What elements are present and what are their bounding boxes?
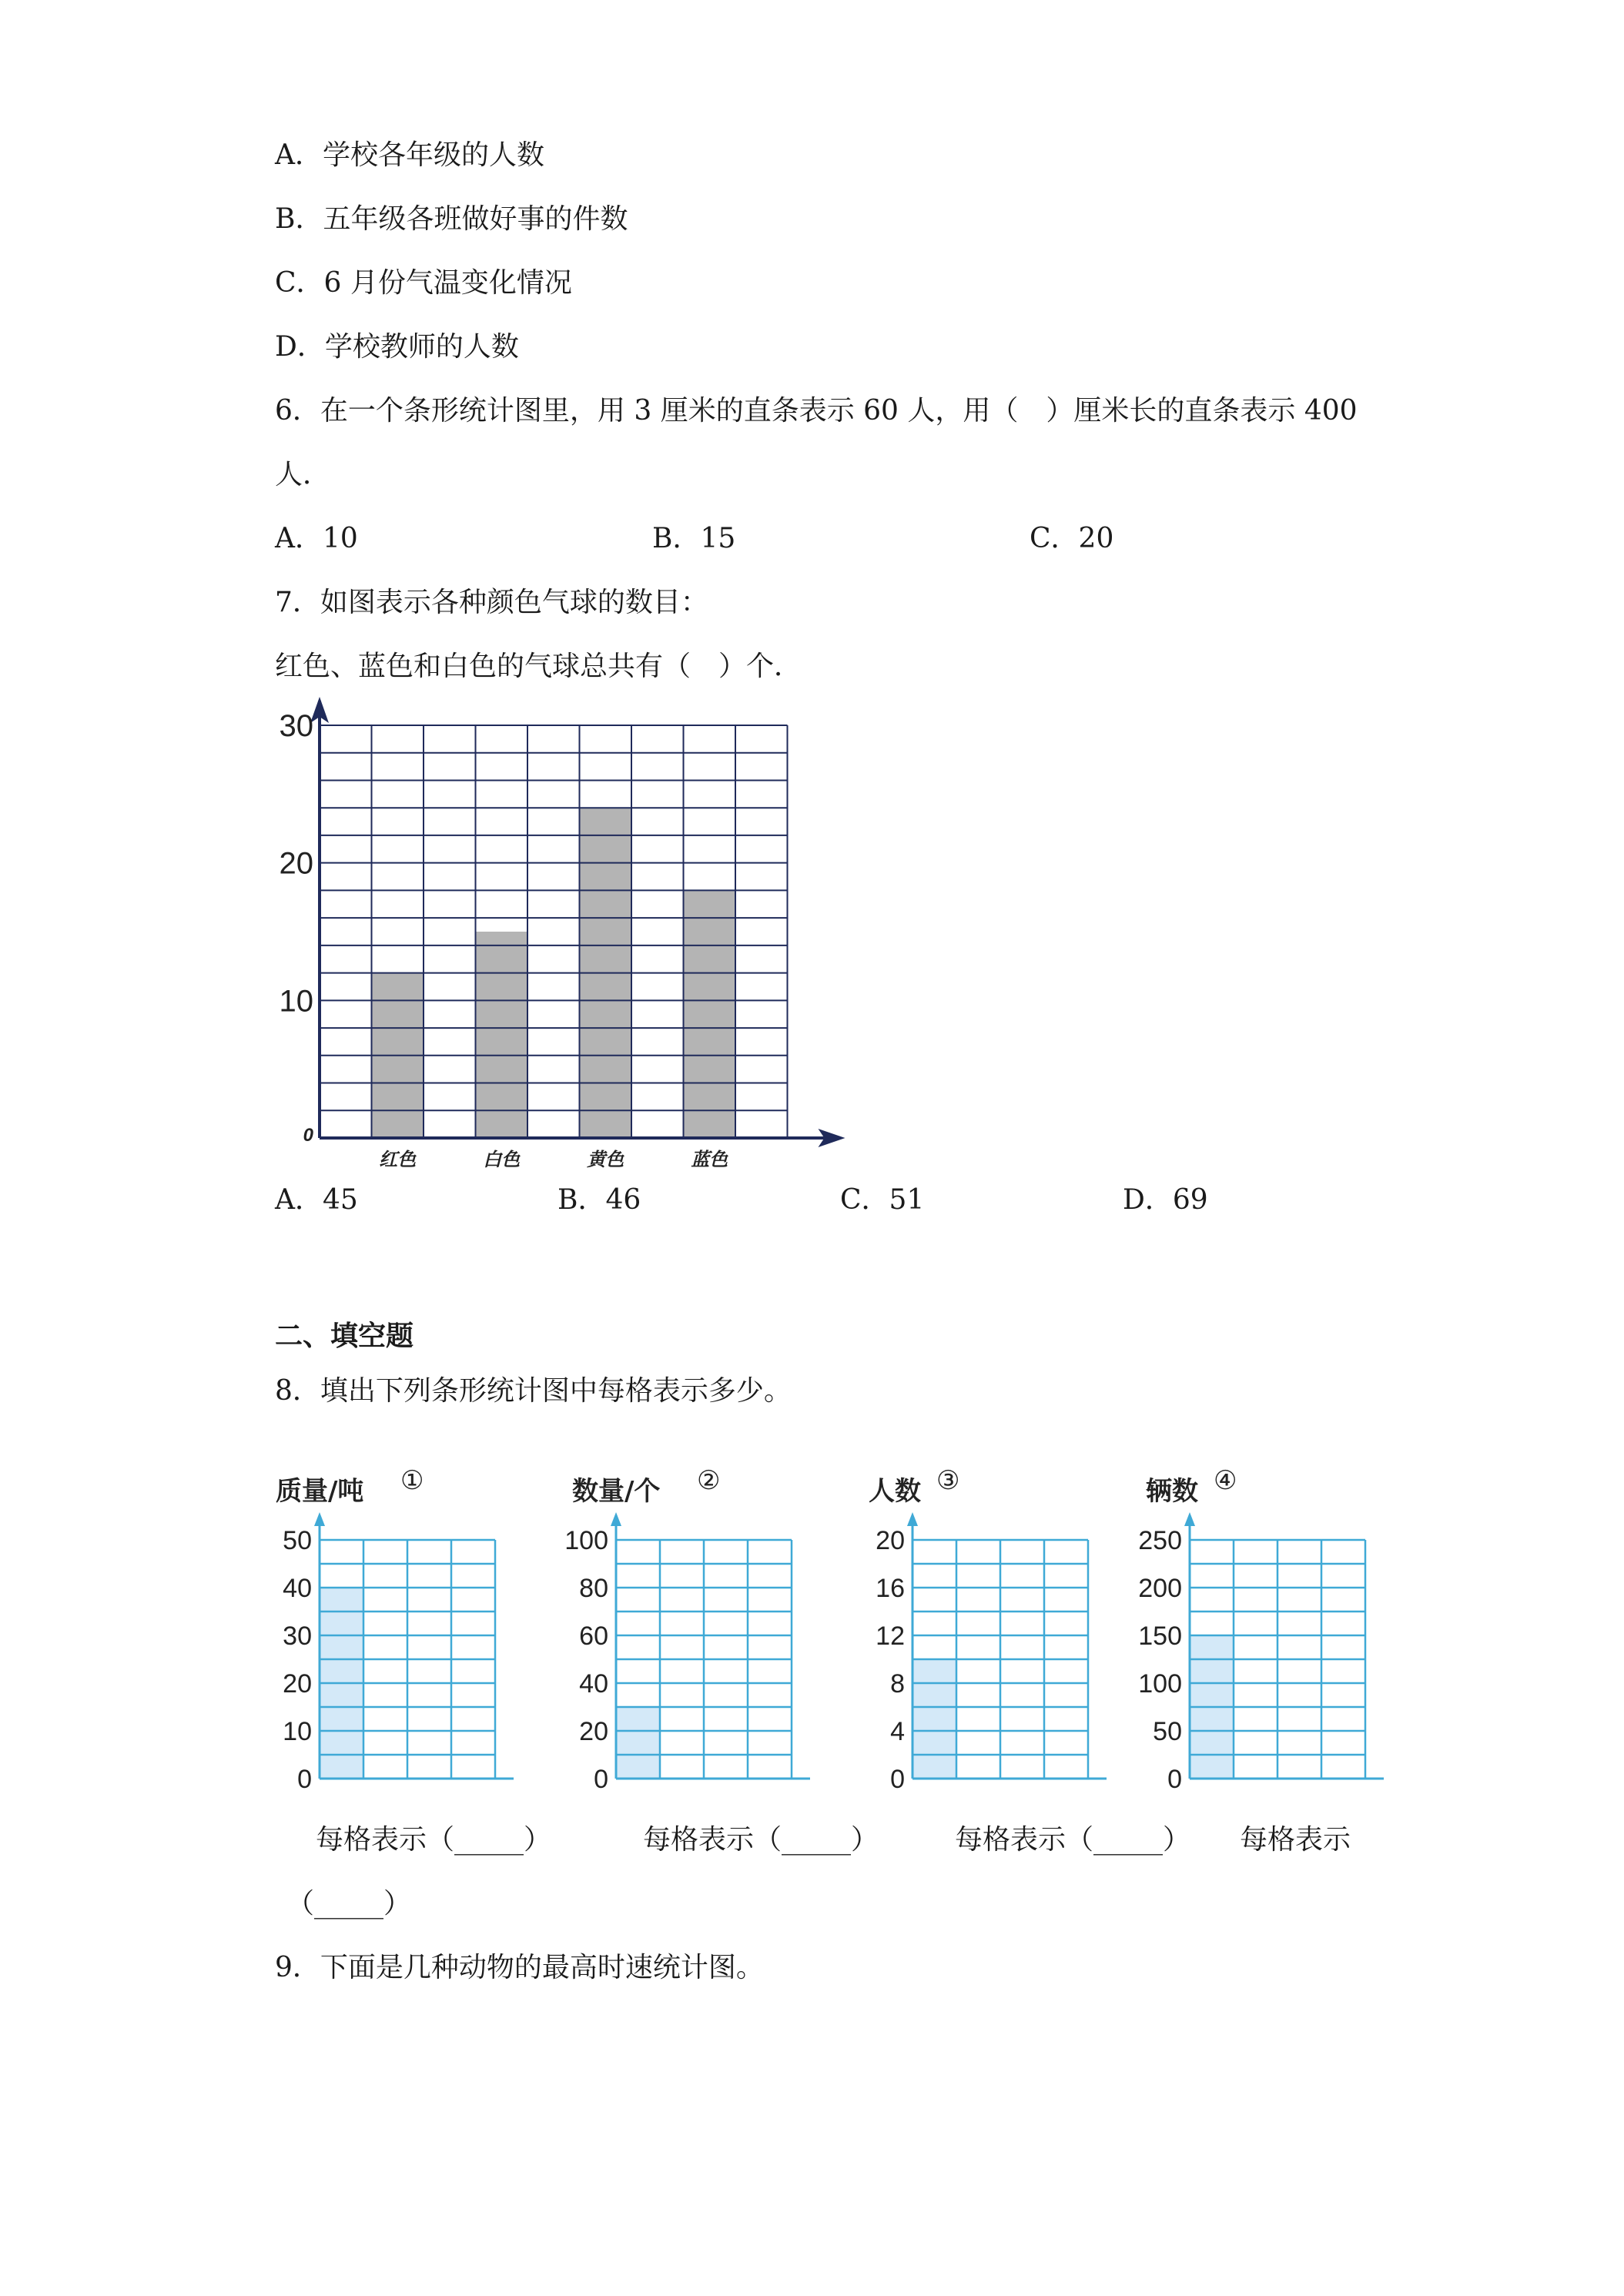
y-tick-label: 16 (876, 1574, 905, 1603)
y-tick-label: 8 (890, 1669, 905, 1699)
chart-axis-title: 辆数 (1146, 1476, 1198, 1507)
y-tick-label: 0 (297, 1765, 312, 1794)
q5-option-b (275, 202, 628, 236)
chart-axis-title: 人数 (869, 1476, 921, 1507)
y-tick-label: 10 (279, 984, 313, 1019)
y-tick-label: 250 (1138, 1526, 1182, 1555)
y-tick-label: 20 (283, 1669, 312, 1699)
chart-marker: ④ (1214, 1465, 1237, 1496)
q7-stem-line2: 红色、蓝色和白色的气球总共有（ ）个． (275, 651, 802, 682)
y-tick-label: 0 (890, 1765, 905, 1794)
y-tick-label: 50 (1153, 1717, 1182, 1746)
blank-4[interactable]: （_____） (286, 1888, 412, 1919)
x-tick-label: 红色 (379, 1148, 417, 1170)
y-tick-label: 0 (1167, 1765, 1182, 1794)
q9-stem: 9．下面是几种动物的最高时速统计图。 (275, 1952, 764, 1983)
q7-option-d: D．69 (1123, 1184, 1208, 1216)
q6-option-a: A．10 (275, 523, 358, 554)
chart-axis-title: 质量/吨 (276, 1476, 364, 1507)
q7-stem-line1: 7．如图表示各种颜色气球的数目： (275, 587, 708, 618)
q5-option-d (275, 330, 519, 364)
q5-option-c (275, 266, 572, 300)
q6-stem-line1: 6．在一个条形统计图里，用 3 厘米的直条表示 60 人，用（ ）厘米长的直条表示 400 (275, 395, 1358, 427)
small-chart-3 (862, 1463, 1117, 1802)
y-tick-label: 200 (1138, 1574, 1182, 1603)
blank-4-label: 每格表示 (1240, 1824, 1351, 1856)
option-text: 学校教师的人数 (324, 331, 519, 363)
y-tick-label: 20 (579, 1717, 608, 1746)
q7-option-c: C．51 (840, 1184, 925, 1216)
q7-option-b: B．46 (558, 1184, 641, 1216)
small-chart-2 (566, 1463, 820, 1802)
y-tick-label: 40 (283, 1574, 312, 1603)
y-tick-label: 40 (579, 1669, 608, 1699)
blank-2[interactable]: 每格表示（_____） (643, 1824, 879, 1856)
y-tick-label: 60 (579, 1622, 608, 1651)
x-tick-label: 白色 (483, 1148, 521, 1170)
section-heading: 二、填空题 (275, 1320, 414, 1352)
x-tick-label: 黄色 (587, 1148, 624, 1170)
y-axis-arrow (907, 1512, 918, 1526)
chart-axis-title: 数量/个 (572, 1476, 661, 1507)
bar (684, 890, 736, 1138)
q6-option-b: B．15 (652, 523, 736, 554)
q8-stem: 8．填出下列条形统计图中每格表示多少。 (275, 1375, 792, 1407)
y-tick-label: 12 (876, 1622, 905, 1651)
y-tick-label: 0 (303, 1125, 313, 1146)
y-tick-label: 20 (279, 846, 313, 881)
y-tick-label: 20 (876, 1526, 905, 1555)
option-letter: C． (275, 267, 324, 299)
y-tick-label: 50 (283, 1526, 312, 1555)
option-letter: D． (275, 331, 325, 363)
y-tick-label: 30 (279, 709, 313, 743)
y-tick-label: 0 (594, 1765, 608, 1794)
chart-marker: ① (400, 1465, 424, 1496)
x-tick-label: 蓝色 (691, 1148, 728, 1170)
y-tick-label: 80 (579, 1574, 608, 1603)
small-chart-1 (270, 1463, 524, 1802)
option-text: 6 月份气温变化情况 (323, 267, 572, 299)
q5-option-a (275, 139, 544, 172)
chart-marker: ② (697, 1465, 721, 1496)
bar (912, 1659, 956, 1779)
blank-1[interactable]: 每格表示（_____） (316, 1824, 552, 1856)
option-letter: A． (275, 139, 323, 171)
bar (616, 1707, 660, 1779)
y-tick-label: 100 (564, 1526, 608, 1555)
y-tick-label: 30 (283, 1622, 312, 1651)
bar (476, 932, 528, 1138)
y-tick-label: 10 (283, 1717, 312, 1746)
option-letter: B． (275, 203, 323, 235)
q6-option-c: C．20 (1030, 523, 1114, 554)
y-axis-arrow (1184, 1512, 1195, 1526)
q7-option-a: A．45 (275, 1184, 358, 1216)
y-axis-arrow (314, 1512, 325, 1526)
y-axis-arrow (611, 1512, 621, 1526)
y-tick-label: 100 (1138, 1669, 1182, 1699)
blank-3[interactable]: 每格表示（_____） (955, 1824, 1191, 1856)
option-text: 五年级各班做好事的件数 (323, 203, 628, 235)
y-tick-label: 150 (1138, 1622, 1182, 1651)
chart-marker: ③ (936, 1465, 960, 1496)
balloon-bar-chart (270, 697, 839, 1182)
y-tick-label: 4 (890, 1717, 905, 1746)
q6-stem-line2: 人． (275, 459, 331, 490)
option-text: 学校各年级的人数 (323, 139, 545, 171)
small-chart-4 (1140, 1463, 1394, 1802)
